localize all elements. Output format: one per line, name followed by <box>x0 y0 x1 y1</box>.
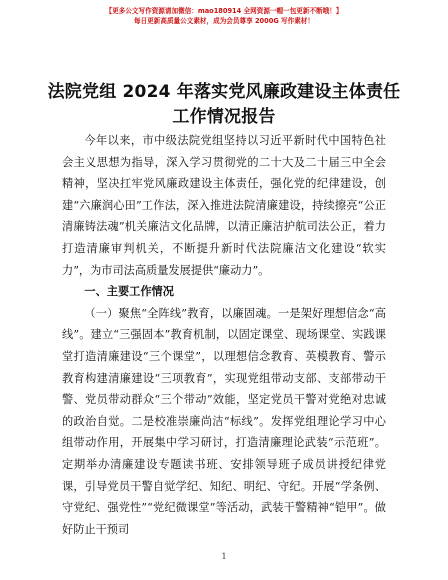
intro-paragraph: 今年以来，市中级法院党组坚持以习近平新时代中国特色社会主义思想为指导，深入学习贯彻党的二十大及二十届三中全会精神，坚决扛牢党风廉政建设主体责任，强化党的纪律建设，创建“六廉润心田”工作法，深入推进法院清廉建设，持续擦亮“公正清廉铸法魂”机关廉洁文化品牌，以清正廉洁护航司法公正，着力打造清廉审判机关，不断提升新时代法院廉洁文化建设“软实力”，为市司法高质量发展提供“廉动力”。 <box>62 134 386 277</box>
banner-line-2: 每日更新高质量公文素材，成为会员尊享 2000G 写作素材！ <box>133 17 314 25</box>
document-title: 法院党组 2024 年落实党风廉政建设主体责任工作情况报告 <box>47 82 401 127</box>
section-heading: 一、主要工作情况 <box>84 285 174 299</box>
banner-line-1: 【更多公文写作资源请加微信：mao180914 全网资源一帽一包更新不断哦！】 <box>105 7 343 15</box>
section-paragraph: （一）聚焦“全阵线”教育，以廉固魂。一是架好理想信念“高线”。建立“三强固本”教育机制，以固定课堂、现场课堂、实践课堂打造清廉建设“三个课堂”，以理想信念教育、英模教育、警示教育构建清廉建设“三项教育”，实现党组带动支部、支部带动干警、党员带动群众“三个带动”效能，坚定党员干警对党绝对忠诚的政治自觉。二是校准崇廉尚洁“标线”。发挥党组理论学习中心组带动作用，开展集中学习研讨，打造清廉理论武装“示范班”。定期举办清廉建设专题读书班、安排领导班子成员讲授纪律党课，引导党员干警自觉学纪、知纪、明纪、守纪。开展“学条例、守党纪、强党性”“党纪微课堂”等活动，武装干警精神“铠甲”。做好防止干预司 <box>62 306 386 536</box>
page-number: 1 <box>221 552 227 561</box>
header-banner <box>0 6 448 26</box>
document-body <box>62 130 386 540</box>
